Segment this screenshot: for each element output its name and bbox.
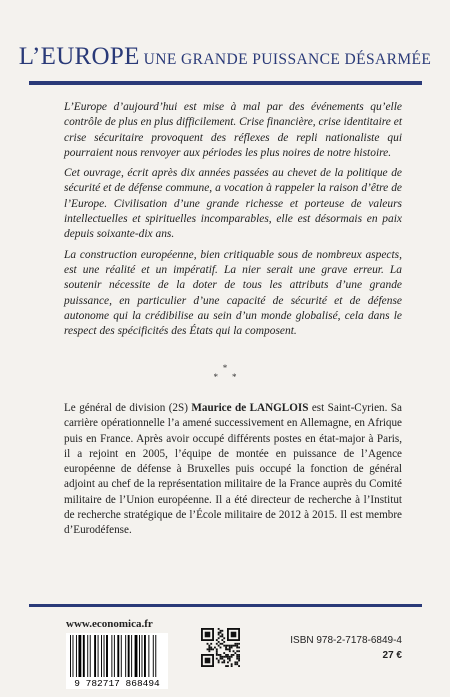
- blurb-paragraph-1: L’Europe d’aujourd’hui est mise à mal par des événements qu’elle contrôle de plus en plus difficilement. Crise financière, crise identitaire et crise sécuritaire provoquent des réflexes de repli nationaliste qui pourraient nous renvoyer aux périodes les plus noires de notre histoire.: [64, 101, 402, 159]
- barcode: [66, 633, 168, 689]
- separator-stars-bottom: **: [213, 372, 251, 382]
- section-separator: [0, 364, 450, 382]
- book-title: [0, 43, 450, 71]
- isbn-block: [290, 633, 402, 663]
- bottom-rule: [29, 604, 422, 607]
- blurb-paragraph-2: Cet ouvrage, écrit après dix années passées au chevet de la politique de sécurité et de défense commune, a vocation à rappeler la raison d’être de l’Europe. Civilisation d’une grande richesse et porteuse de valeurs intellectuelles et spirituelles incomparables, elle est désormais en paix depuis soixante-dix ans.: [64, 167, 402, 241]
- isbn-number: ISBN 978-2-7178-6849-4: [290, 635, 402, 646]
- separator-star-top: *: [222, 363, 228, 373]
- author-bio: [64, 401, 402, 539]
- author-name: Maurice de LANGLOIS: [191, 402, 309, 414]
- bio-text: est Saint-Cyrien. Sa carrière opérationnelle l’a amené successivement en Allemagne, en Afrique puis en France. Après avoir occupé différents postes en état-major à Paris, il a rejoint en 2005, l’équipe de montée en puissance de l’Agence européenne de défense à Bruxelles puis occupé la fonction de général adjoint au chef de la représentation militaire de la France auprès du Comité militaire de l’Union européenne. Il a été directeur de recherche à l’Institut de recherche stratégique de l’École militaire de 2012 à 2015. Il est membre d’Eurodéfense.: [64, 402, 402, 537]
- bio-intro: Le général de division (2S): [64, 402, 192, 414]
- title-subtitle: UNE GRANDE PUISSANCE DÉSARMÉE: [143, 51, 432, 68]
- blurb-paragraph-3: La construction européenne, bien critiquable sous de nombreux aspects, est une réalité et un impératif. La nier serait une grave erreur. La soutenir nécessite de la doter de tous les attributs d’une grande puissance, en particulier d’une capacité de sécurité et de défense autonome qui la crédibilise au sein d’un monde globalisé, cela dans le respect des spécificités des États qui la composent.: [64, 248, 402, 338]
- top-rule: [29, 81, 422, 85]
- back-cover-blurb: [64, 100, 402, 344]
- qr-code: [201, 628, 240, 667]
- title-main: L’EUROPE: [18, 43, 140, 70]
- barcode-digits: 9 782717 868494: [74, 678, 160, 689]
- publisher-website: www.economica.fr: [66, 618, 153, 630]
- price: 27 €: [382, 650, 402, 661]
